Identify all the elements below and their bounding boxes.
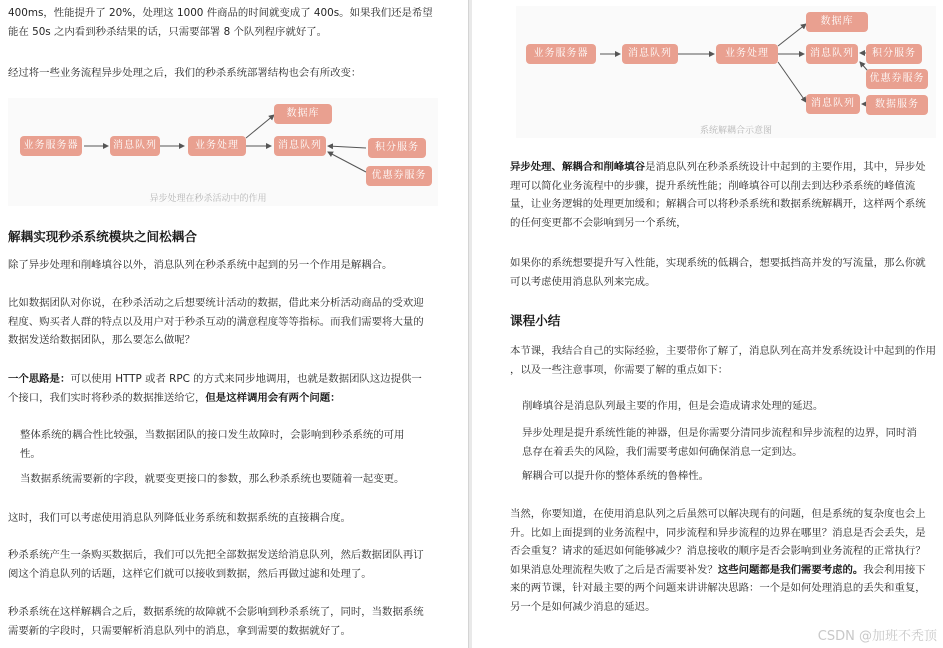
paragraph: 当然，你要知道，在使用消息队列之后虽然可以解决现有的问题，但是系统的复杂度也会上 升。比如上面提到的业务流程中，同步流程和异步流程的边界在哪里？消息是否会丢失，是 否会重复？请求的延迟如何能够减少？消息接收的顺序是否会影响到业务流程的正常执行？ 如果消息处理流程失败了之后是否需要补发？这些问题都是我们需要考虑的。我会利用接下 来的两节课，针对最主要的两个问题来讲讲解决思路：一个是如何处理消息的丢失和重复， 另一个是如何减少消息的延迟。: [510, 508, 926, 613]
list-item: 解耦合可以提升你的整体系统的鲁棒性。: [522, 470, 710, 482]
box-business-server: 业务服务器: [526, 44, 596, 64]
box-message-queue-2: 消息队列: [274, 136, 326, 156]
paragraph: 经过将一些业务流程异步处理之后，我们的秒杀系统部署结构也会有所改变：: [8, 67, 362, 79]
box-message-queue: 消息队列: [622, 44, 678, 64]
box-coupon-service: 优惠券服务: [866, 69, 928, 89]
box-database: 数据库: [274, 104, 332, 124]
figure-caption: 异步处理在秒杀活动中的作用: [149, 194, 267, 204]
section-heading: 课程小结: [510, 313, 561, 328]
list-item: 削峰填谷是消息队列最主要的作用，但是会造成请求处理的延迟。: [522, 400, 824, 412]
list-item: 异步处理是提升系统性能的神器，但是你需要分清同步流程和异步流程的边界，同时消 息存在着丢失的风险，我们需要考虑如何确保消息一定到达。: [522, 427, 917, 458]
box-business-processing: 业务处理: [188, 136, 246, 156]
box-data-service: 数据服务: [866, 95, 928, 115]
box-database: 数据库: [806, 12, 868, 32]
paragraph: 除了异步处理和削峰填谷以外，消息队列在秒杀系统中起到的另一个作用是解耦合。: [8, 259, 393, 271]
csdn-watermark: CSDN @加班不秃顶: [817, 629, 937, 644]
paragraph: 400ms，性能提升了 20%，处理这 1000 件商品的时间就变成了 400s。如果我们还是希望 能在 50s 之内看到秒杀结果的话，只需要部署 8 个队列程序就好了。: [8, 7, 433, 38]
paragraph: 秒杀系统产生一条购买数据后，我们可以先把全部数据发送给消息队列，然后数据团队再订 阅这个消息队列的话题，这样它们就可以接收到数据，然后再做过滤和处理了。: [8, 549, 424, 580]
paragraph: 本节课，我结合自己的实际经验，主要带你了解了，消息队列在高并发系统设计中起到的作用 ，以及一些注意事项，你需要了解的重点如下：: [510, 345, 937, 376]
paragraph: 一个思路是：可以使用 HTTP 或者 RPC 的方式来同步地调用，也就是数据团队这边提供一 个接口，我们实时将秒杀的数据推送给它，但是这样调用会有两个问题：: [8, 373, 422, 404]
paragraph: 如果你的系统想要提升写入性能，实现系统的低耦合，想要抵挡高并发的写流量，那么你就 可以考虑使用消息队列来完成。: [510, 257, 926, 288]
box-message-queue-3: 消息队列: [806, 94, 860, 114]
paragraph: 这时，我们可以考虑使用消息队列降低业务系统和数据系统的直接耦合度。: [8, 512, 351, 524]
list-item: 当数据系统需要新的字段，就要变更接口的参数，那么秒杀系统也要随着一起变更。: [20, 473, 405, 485]
box-coupon-service: 优惠券服务: [366, 166, 432, 186]
box-business-server: 业务服务器: [20, 136, 82, 156]
box-message-queue: 消息队列: [110, 136, 160, 156]
paragraph: 秒杀系统在这样解耦合之后，数据系统的故障就不会影响到秒杀系统了，同时，当数据系统 需要新的字段时，只需要解析消息队列中的消息，拿到需要的数据就好了。: [8, 606, 424, 637]
paragraph: 比如数据团队对你说，在秒杀活动之后想要统计活动的数据，借此来分析活动商品的受欢迎 程度、购买者人群的特点以及用户对于秒杀互动的满意程度等等指标。而我们需要将大量的 数据发送给数据团队，那么要怎么做呢？: [8, 297, 424, 346]
list-item: 整体系统的耦合性比较强，当数据团队的接口发生故障时，会影响到秒杀系统的可用 性。: [20, 429, 405, 460]
figure-caption: 系统解耦合示意图: [699, 126, 772, 136]
box-points-service: 积分服务: [866, 44, 922, 64]
figure-async-processing: [8, 98, 438, 206]
box-business-processing: 业务处理: [716, 44, 778, 64]
left-page: [0, 0, 467, 648]
right-page: [472, 0, 943, 648]
figure-system-decoupling: [516, 6, 936, 138]
paragraph: 异步处理、解耦合和削峰填谷是消息队列在秒杀系统设计中起到的主要作用，其中，异步处 理可以简化业务流程中的步骤，提升系统性能；削峰填谷可以削去到达秒杀系统的峰值流 量，让业务逻辑的处理更加缓和；解耦合可以将秒杀系统和数据系统解耦开，这样两个系统 的任何变更都不会影响到另一个系统，: [510, 161, 926, 229]
box-points-service: 积分服务: [368, 138, 426, 158]
section-heading: 解耦实现秒杀系统模块之间松耦合: [8, 229, 197, 244]
box-message-queue-2: 消息队列: [806, 44, 858, 64]
